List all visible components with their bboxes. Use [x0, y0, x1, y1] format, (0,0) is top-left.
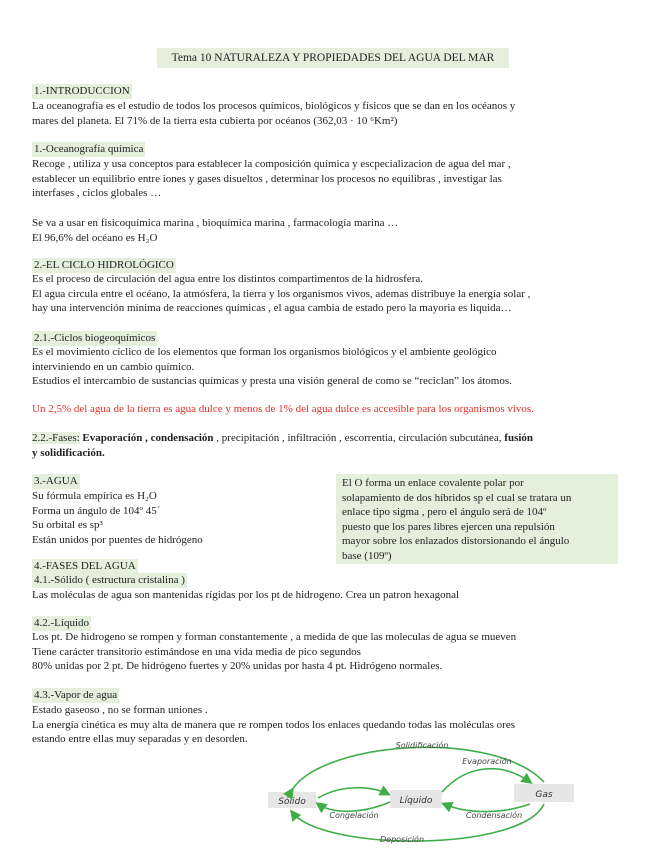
bold-text: Evaporación , condensación	[82, 432, 214, 444]
arrow-fusion	[318, 788, 388, 798]
agua-paragraph	[32, 489, 322, 547]
text-line: La oceanografía es el estudio de todos los procesos químicos, biológicos y físicos que se dan en los océanos y	[32, 100, 516, 112]
plain-text: , precipitación , infiltración , escorrentia, circulación subcutánea,	[213, 432, 505, 444]
fases-ciclo-paragraph	[32, 431, 632, 460]
process-label-condensacion: Condensación	[465, 811, 523, 820]
intro-paragraph	[32, 99, 632, 128]
text-line: puesto que los pares libres ejercen una repulsión	[342, 520, 555, 533]
document-title: Tema 10 NATURALEZA Y PROPIEDADES DEL AGUA DEL MAR	[157, 48, 509, 68]
text-line: estando entre ellas muy separadas y en desorden.	[32, 733, 248, 745]
text-line: base (109º)	[342, 549, 392, 562]
text-line: Las moléculas de agua son mantenidas rígidas por los pt de hidrogeno. Crea un patron hexagonal	[32, 589, 460, 601]
process-label-deposicion: Deposición	[379, 835, 425, 844]
text-line: Estado gaseoso , no se forman uniones .	[32, 704, 208, 716]
section-heading-liquido: 4.2.-Líquido	[34, 617, 89, 629]
phase-change-diagram	[262, 734, 632, 848]
text-line: La energía cinética es muy alta de manera que re rompen todos los enlaces quedando todas las moléculas ores	[32, 718, 516, 731]
section-heading-ciclo-hidrologico: 2.-EL CICLO HIDROLÓGICO	[34, 259, 174, 271]
text-line: enlace tipo sigma , pero el ángulo será de 104º	[342, 506, 547, 518]
state-label-liquido: Líquido	[399, 796, 433, 806]
text-line: El O forma un enlace covalente polar por	[342, 477, 524, 489]
ciclo-paragraph	[32, 272, 632, 316]
text-line: mares del planeta. El 71% de la tierra esta cubierta por océanos (362,03 · 10 ⁶Km²)	[32, 114, 398, 127]
section-heading-vapor: 4.3.-Vapor de agua	[34, 689, 118, 701]
bold-text: fusión	[504, 432, 534, 444]
text-line: Estudios el intercambio de sustancias químicas y presta una visión general de como se “reciclan” los átomos.	[32, 375, 512, 387]
section-heading-fases-del-agua: 4.-FASES DEL AGUA	[34, 560, 136, 572]
section-heading-introduccion: 1.-INTRODUCCION	[34, 85, 130, 97]
text-line: Están unidos por puentes de hidrógeno	[32, 533, 203, 546]
text-line: Recoge , utiliza y usa conceptos para establecer la composición química y escpecializacion de agua del mar ,	[32, 158, 511, 170]
solido-paragraph	[32, 588, 632, 603]
text-line: El 96,6% del océano es H₂O	[32, 231, 158, 244]
process-label-evaporacion: Evaporación	[462, 757, 512, 766]
text-line: Se va a usar en fisicoquímica marina , bioquímica marina , farmacología marina …	[32, 217, 399, 229]
text-line: Su orbital es sp³	[32, 519, 103, 531]
quimica-extra-paragraph	[32, 216, 632, 245]
section-heading-solido: 4.1.-Sólido ( estructura cristalina )	[34, 574, 185, 586]
text-line: El agua circula entre el océano, la atmósfera, la tierra y los organismos vivos, ademas distribuye la energía solar ,	[32, 287, 531, 300]
section-heading-oceanografia-quimica: 1.-Oceanografía química	[34, 143, 144, 155]
state-label-solido: Sólido	[278, 797, 306, 807]
callout-box	[336, 474, 618, 564]
arrow-congelacion	[318, 802, 390, 811]
text-line: Forma un ángulo de 104º 45´	[32, 504, 161, 517]
red-note: Un 2,5% del agua de la tierra es agua dulce y menos de 1% del agua dulce es accesible para los organismos vivos.	[32, 403, 534, 415]
state-label-gas: Gas	[535, 790, 553, 800]
text-line	[32, 446, 632, 461]
process-label-solidificacion: Solidificación	[395, 741, 449, 750]
text-line: Es el movimiento cíclico de los elementos que forman los organismos biológicos y el ambiente geológico	[32, 346, 497, 358]
process-label-congelacion: Congelación	[329, 811, 379, 820]
biogeo-paragraph	[32, 345, 632, 389]
section-heading-ciclos-biogeoquimicos: 2.1.-Ciclos biogeoquímicos	[34, 332, 156, 344]
text-line: Los pt. De hidrogeno se rompen y forman constantemente , a medida de que las moleculas de agua se mueven	[32, 631, 517, 643]
section-heading-agua: 3.-AGUA	[34, 475, 78, 487]
liquido-paragraph	[32, 630, 632, 674]
quimica-paragraph	[32, 157, 632, 201]
text-line: Tiene carácter transitorio estimándose en una vida media de pico segundos	[32, 645, 361, 658]
text-line: interviniendo en un cambio químico.	[32, 360, 195, 373]
text-line: hay una intervención mínima de reacciones químicas , el agua cambia de estado pero la mayoria es liquida…	[32, 302, 512, 314]
fases-ciclo-label: 2.2.-Fases:	[32, 432, 80, 444]
text-line: Su fórmula empírica es H₂O	[32, 490, 157, 502]
text-line: Es el proceso de circulación del agua entre los distintos compartimentos de la hidrosfera.	[32, 273, 423, 285]
bold-text: y solidificación.	[32, 446, 105, 459]
text-line: establecer un equilibrio entre iones y gases disueltos , determinar los procesos no equilibras , investigar las	[32, 172, 502, 185]
text-line	[32, 431, 632, 446]
text-line: 80% unidas por 2 pt. De hidrógeno fuertes y 20% unidas por hasta 4 pt. Hidrógeno normales.	[32, 660, 443, 672]
text-line: mayor sobre los enlazados distorsionando el ángulo	[342, 535, 570, 547]
arrow-solidificacion	[292, 747, 544, 790]
text-line: solapamiento de dos híbridos sp el cual se tratara un	[342, 491, 572, 504]
text-line: interfases , ciclos globales …	[32, 187, 162, 199]
